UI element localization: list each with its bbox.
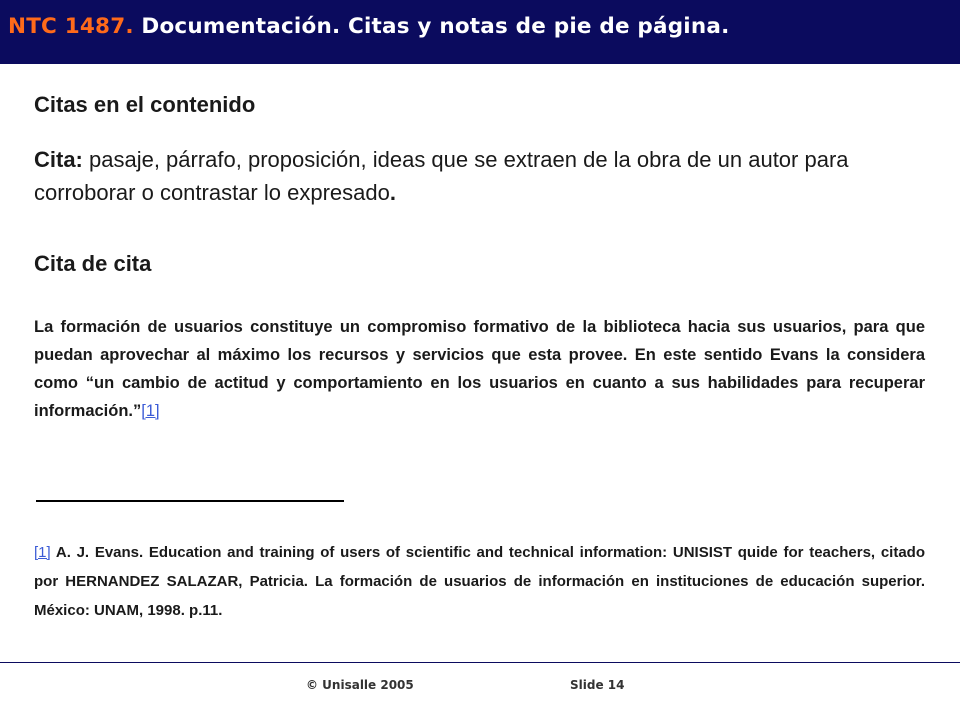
definition-text: pasaje, párrafo, proposición, ideas que se extraen de la obra de un autor para corroborar o contrastar lo expresado [34,147,849,205]
header-bar [0,0,960,64]
footer-copyright: © Unisalle 2005 [306,678,414,692]
slide-title-text: Documentación. Citas y notas de pie de página. [133,14,730,39]
footnote-ref-link[interactable]: [1] [141,402,160,420]
footnote-text: A. J. Evans. Education and training of users of scientific and technical information: UNISIST quide for teachers, citado por HERNANDEZ SALAZAR, Patricia. La formación de usuarios de información en instituciones de educación superior. México: UNAM, 1998. p.11. [34,544,925,619]
definition-term: Cita: [34,147,83,172]
footnote-separator [36,500,344,502]
quote-paragraph [34,313,925,425]
definition-paragraph [34,143,914,209]
definition-end: . [389,180,396,205]
footer-slide-number: Slide 14 [570,678,625,692]
slide-title [8,14,729,39]
slide-title-code: NTC 1487. [8,14,134,39]
footer-divider [0,662,960,663]
footnote [34,538,925,625]
quote-text: La formación de usuarios constituye un compromiso formativo de la biblioteca hacia sus usuarios, para que puedan aprovechar al máximo los recursos y servicios que esta provee. En este sentido Evans la considera como “un cambio de actitud y comportamiento en los usuarios en cuanto a sus habilidades para recuperar información.” [34,318,925,420]
heading-cita-de-cita: Cita de cita [34,251,152,276]
footnote-backref-link[interactable]: [1] [34,544,51,561]
heading-citas-contenido: Citas en el contenido [34,92,256,117]
